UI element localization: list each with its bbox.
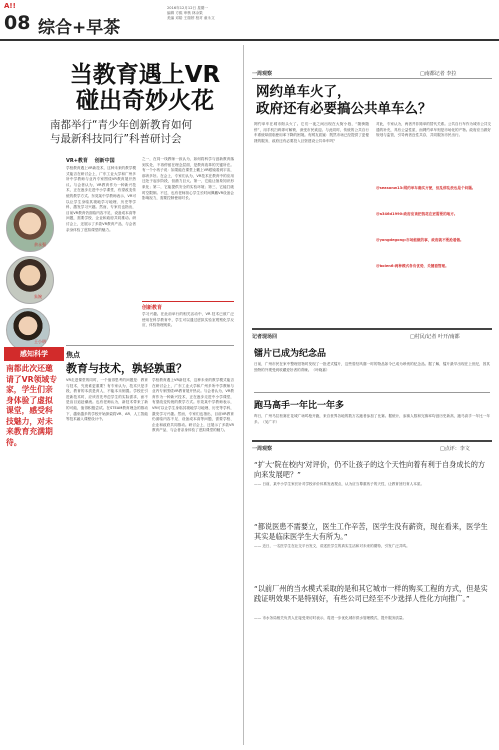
person-photo-3 xyxy=(6,308,50,352)
quote-3-body: —— 市水务局相关负责人在接受采访时表示，将进一步优化城市供水管理模式，提升服务质量。 xyxy=(254,616,407,620)
sub-rule xyxy=(66,345,234,346)
body-column-2b: 学习兴趣。在此前举行的相关活动中，VR 技术已被广泛使用在科学教育中，学生可以通过虚拟实验室观察化学反应，体验物理现象。 xyxy=(142,312,234,328)
sub-section-title: 焦点 xyxy=(66,351,80,359)
right-body-col-2: 对此，专家认为，两者并非简单的替代关系。公共自行车作为城市公共交通的补充，具有公益性质，而网约单车则是市场化的产物。政府应当做好规划与监管，引导两者良性共存，共同服务市民出行。 xyxy=(376,122,491,138)
sub-body-col-1: VR走进课堂的同时，一个值得思考的问题是：教育与技术，究竟谁更重要？有专家认为，技术只是手段，教育的本质是育人，不能本末倒置。学校在引进新技术时，应该首先考虑学生的实际需求，而不是盲目追赶潮流。也有老师认为，新技术带来了新的可能，值得积极尝试。在STEAM教育理念的推动下，越来越多的学校开始探索将VR、AR、人工智能等技术融入课程设计中。 xyxy=(66,378,148,422)
right-body-col-1: 网约单车在城市街头火了。它们一夜之间出现在大街小巷，“随骑随停”，用手机扫码即可解锁，深受市民欢迎。与此同时，传统的公共自行车系统却面临使用率下降的困境。有网友质疑：既然市场已经提供了更便捷的服务，政府还有必要投入巨资建设公共单车吗？ xyxy=(254,122,369,143)
headline-line-1: 当教育遇上VR xyxy=(69,62,221,88)
section-title: 综合+早茶 xyxy=(38,18,121,38)
news-section-right: □村民/记者 叶开/南都 xyxy=(410,334,460,340)
person-photo-1 xyxy=(6,204,54,252)
weibo-3: @yongdegong:市场能做的事，政府就不要抢着做。 xyxy=(376,238,464,242)
right-rule-1 xyxy=(252,78,492,79)
photo-caption-2: 朱婉 xyxy=(34,294,42,299)
masthead-logo: A!! xyxy=(4,2,16,10)
byline-vr: VR+教育 xyxy=(66,158,88,164)
quote-3: “以前厂州的当水模式采取的是和其它城市一样的购买工程的方式，但是实践证明效果不是特别好，有些公司已经至不少选择人性化方向推广。” xyxy=(254,584,488,603)
photo-caption-1: 余永强 xyxy=(34,242,46,247)
right-headline-1: 网约单车火了， xyxy=(256,84,351,100)
sidebar-text: 南都此次还邀请了VR领域专家，学生们亲身体验了虚拟课堂，感受科技魅力，对未来教育充满期待。 xyxy=(6,364,58,447)
quote-1: “扩大‘院在校内’对评价，仍不让孩子的这个天性向着有利于自身成长的方向来发展吧？” xyxy=(254,460,486,479)
weibo-2: @a346d1990:政府应该把钱花在更需要的地方。 xyxy=(376,212,458,216)
right-section-label: 一周观察 xyxy=(252,71,273,77)
right-headline-2: 政府还有必要搞公共单车么？ xyxy=(256,101,432,117)
news-item-2-title: 跑马高手一年比一年多 xyxy=(254,401,345,411)
news-section: 记者现场回 xyxy=(252,334,278,340)
quote-2: “都说医患不需要立，医生工作辛苦，医学生没有薪资，现在看来，医学生其实是临床医学生大有所为。” xyxy=(254,522,488,541)
news-sep xyxy=(254,392,490,393)
sub-body-col-2: 学校教育遇上VR新技术，这种未来的教学模式能否在研讨会上，广东工业大学和广州多所中学教师与业内专家围绕VR教育展开热议。与会者认为，VR教育作为一种新兴技术，正在逐步走进中小学课堂，有望改变传统的教学方式。东莞某中学教师表示，VR可以让学生身临其境地学习地理、历史等学科，激发学习兴趣。然而，专家们也指出，目前VR教育仍面临内容不足、设备成本高等问题，需要学校、企业和政府共同推动。研讨会上，还展示了多款VR教育产品，与会者亲身体验了虚拟课堂的魅力。 xyxy=(152,378,234,433)
weibo-4: @bolen6:两种模式各有优势，关键看管理。 xyxy=(376,264,449,268)
byline-2: 创新中国 xyxy=(94,158,115,164)
right-section-author: □南都记者 李拉 xyxy=(420,71,457,77)
body-column-1: 学校教育遇上VR新技术，这种未来的教学模式能否在研讨会上，广东工业大学和广州多所中学教师与业内专家围绕VR教育展开热议。与会者认为，VR教育作为一种新兴技术，正在逐步走进中小学课堂，有望改变传统的教学方式。东莞某中学教师表示，VR可以让学生身临其境地学习地理、历史等学科，激发学习兴趣。然而，专家们也指出，目前VR教育仍面临内容不足、设备成本高等问题，需要学校、企业和政府共同推动。研讨会上，还展示了多款VR教育产品，与会者亲身体验了虚拟课堂的魅力。 xyxy=(66,166,136,232)
center-divider xyxy=(243,45,244,745)
main-headline xyxy=(50,62,240,114)
body-column-2: 之一，在同一线教师一致认为，如何将科学与创新教育落到实处，不再停留在理念层面，是教育改革的关键所在。有一个小孩子说：如果能在课堂上戴上VR眼镜看到宇宙，那该多好。在会上，专家们认为，VR技术在教育中的应用还处于起步阶段，但潜力巨大。第一，它能让抽象知识形象化；第二，它能提供安全的实验环境；第三，它能打破时空限制。不过，也有老师担心学生长时间佩戴VR设备会影响视力，需要控制使用时长。 xyxy=(142,157,234,201)
news-item-1-title: 镭片已成为纪念品 xyxy=(254,349,327,359)
header-editors: 编辑 方熙 审核 林余果 xyxy=(167,11,203,16)
subhead-line-2: 与最新科技同行”科普研讨会 xyxy=(50,133,182,145)
quote-2-body: —— 近日，一名医学生在社交平台发文，讲述医学生的真实生活和对未来的期待，引发广泛共鸣。 xyxy=(254,544,410,548)
section-rule xyxy=(142,301,234,302)
headline-line-2: 碰出奇妙火花 xyxy=(76,88,214,114)
main-subhead xyxy=(50,118,240,146)
header-rule xyxy=(0,39,499,41)
quotes-section: 一周观察 xyxy=(252,446,273,452)
header-date: 2016年12月12日 星期一 xyxy=(167,6,208,10)
quotes-rule xyxy=(252,440,492,442)
header-designers: 美编 邓皓 王瑞婷 校对 童永文 xyxy=(167,16,215,21)
quotes-section-right: □点评：李文 xyxy=(440,446,470,452)
page-number: 08 xyxy=(4,12,31,34)
news-rule xyxy=(252,328,492,330)
sub-headline: 教育与技术，孰轻孰重？ xyxy=(66,362,187,375)
weibo-1: @seasonw13:网约单车确实方便，但乱停乱放也是个问题。 xyxy=(376,186,476,190)
subhead-line-1: 南都举行“青少年创新教育如何 xyxy=(50,119,192,131)
section-box-label: 创新教育 xyxy=(142,305,163,311)
person-photo-2 xyxy=(6,256,54,304)
news-item-1-body: 日前，广州市民在家中整理旧物时发现了一批老式镭片，这些曾经风靡一时的物品如今已成为珍贵的纪念品。据了解，镭片最早出现在上世纪，因其独特的外观受到收藏爱好者的青睐。（叶晓嘉） xyxy=(254,362,490,372)
news-item-2-body: 昨日，广州马拉松赛在花城广场鸣枪开跑，来自世界各地的数万名跑者参加了比赛。据统计，参赛人数和完赛率均创历史新高，跑马高手一年比一年多。（吴广平） xyxy=(254,414,490,424)
right-headline xyxy=(256,84,491,118)
quote-1-body: —— 日前，某中小学生家长针对学校评价体系发表观点，认为应当尊重孩子的天性，让教育回归育人本质。 xyxy=(254,482,425,486)
photo-caption-3: 王小明 xyxy=(34,339,46,344)
sidebar-tag: 感知科学 xyxy=(4,347,64,361)
